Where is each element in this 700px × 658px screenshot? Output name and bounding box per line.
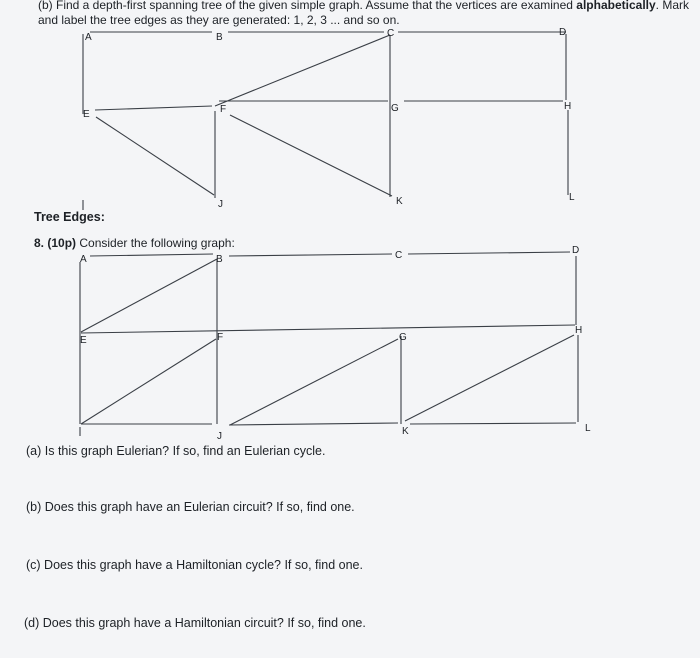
vertex-label: K	[402, 426, 409, 437]
vertex-label: L	[569, 192, 575, 203]
vertex-label: A	[85, 32, 92, 43]
vertex-label: J	[217, 431, 222, 442]
edge	[405, 335, 574, 421]
question-b: (b) Does this graph have an Eulerian circuit? If so, find one.	[26, 500, 355, 514]
edge	[230, 339, 398, 425]
vertex-label: G	[399, 332, 407, 343]
tree-edges-label: Tree Edges:	[34, 210, 105, 224]
vertex-label: C	[387, 28, 395, 39]
vertex-label: E	[80, 335, 87, 346]
vertex-label: D	[559, 27, 567, 38]
vertex-label: B	[216, 254, 223, 265]
vertex-label: D	[572, 245, 580, 256]
edge	[229, 423, 398, 425]
edge	[229, 254, 392, 256]
vertex-label: L	[585, 423, 591, 434]
question-d: (d) Does this graph have a Hamiltonian circuit? If so, find one.	[24, 616, 366, 630]
vertex-label: G	[391, 103, 399, 114]
vertex-label: H	[564, 101, 572, 112]
edge	[81, 325, 575, 333]
vertex-label: A	[80, 254, 87, 265]
question-8-heading: 8. (10p) Consider the following graph:	[34, 236, 235, 250]
vertex-label: J	[218, 199, 223, 210]
part-b-line1: (b) Find a depth-first spanning tree of the given simple graph. Assume that the vertices are examined alphabetically. Mark	[38, 0, 690, 12]
vertex-label: C	[395, 250, 403, 261]
edge	[408, 252, 570, 254]
vertex-label: K	[396, 196, 403, 207]
vertex-label: E	[83, 109, 90, 120]
vertex-label: H	[575, 325, 583, 336]
part-b-line2: and label the tree edges as they are generated: 1, 2, 3 ... and so on.	[38, 13, 400, 27]
question-a: (a) Is this graph Eulerian? If so, find an Eulerian cycle.	[26, 444, 326, 458]
edge	[90, 254, 213, 256]
edge	[81, 339, 216, 424]
vertex-label: F	[220, 104, 227, 115]
edge	[410, 423, 576, 424]
vertex-label: B	[216, 32, 223, 43]
question-c: (c) Does this graph have a Hamiltonian cycle? If so, find one.	[26, 558, 363, 572]
vertex-label: F	[217, 332, 224, 343]
edge	[81, 259, 217, 332]
